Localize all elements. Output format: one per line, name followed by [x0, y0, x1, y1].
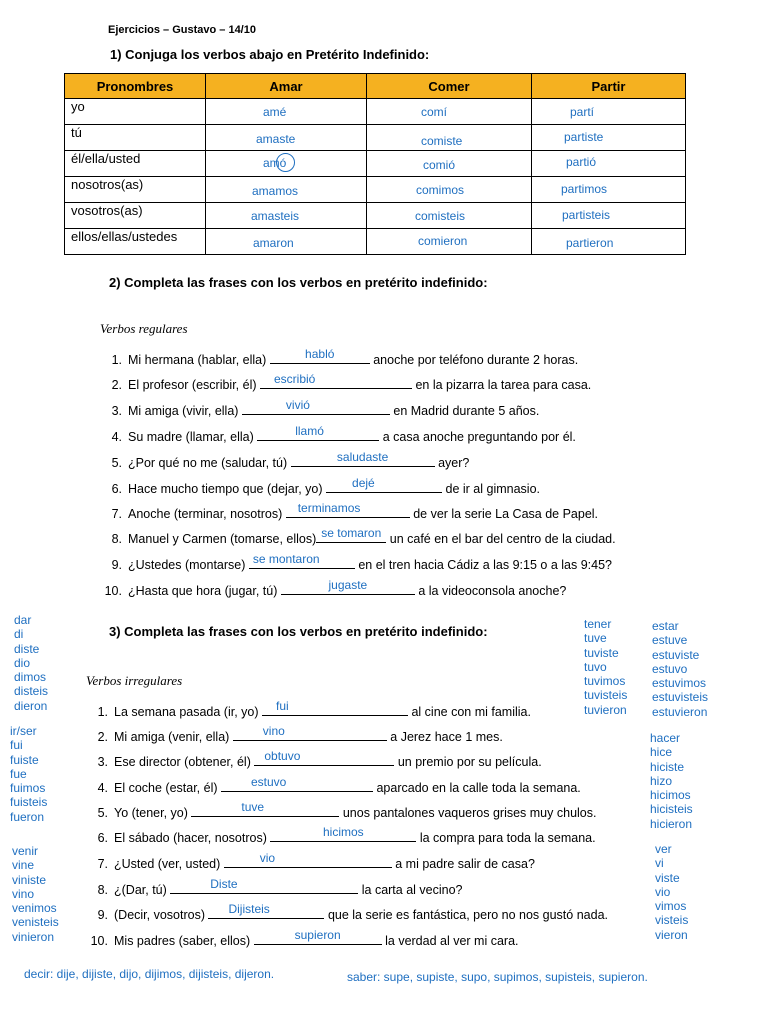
section3-title: 3) Completa las frases con los verbos en pretérito indefinido:: [109, 624, 488, 639]
pronoun-cell: nosotros(as): [65, 177, 206, 203]
pronoun-cell: tú: [65, 125, 206, 151]
sentence: 9. ¿Ustedes (montarse) se montaron en el tren hacia Cádiz a las 9:15 o a las 9:45?: [111, 552, 612, 572]
answer-blank[interactable]: llamó: [257, 427, 379, 441]
answer-cell: comiste: [421, 134, 463, 148]
note-venir: venir vine viniste vino venimos venisteis vinieron: [12, 844, 59, 944]
answer-cell: partieron: [566, 236, 614, 250]
answer-blank[interactable]: estuvo: [221, 778, 373, 792]
note-ver: ver vi viste vio vimos visteis vieron: [655, 842, 689, 942]
sentence: 7. ¿Usted (ver, usted) vio a mi padre salir de casa?: [97, 851, 535, 871]
table-row: [65, 177, 686, 203]
answer-cell: comió: [423, 158, 456, 172]
sentence: 5. ¿Por qué no me (saludar, tú) saludaste ayer?: [111, 450, 470, 470]
sentence: 7. Anoche (terminar, nosotros) terminamos de ver la serie La Casa de Papel.: [111, 501, 599, 521]
answer-blank[interactable]: vivió: [242, 401, 390, 415]
table-row: [65, 229, 686, 255]
answer-cell: amé: [263, 105, 287, 119]
sentence: 1. Mi hermana (hablar, ella) habló anoche por teléfono durante 2 horas.: [111, 347, 579, 367]
sentence: 5. Yo (tener, yo) tuve unos pantalones vaqueros grises muy chulos.: [97, 800, 597, 820]
section3-subtitle: Verbos irregulares: [86, 673, 183, 688]
pronoun-cell: vosotros(as): [65, 203, 206, 229]
answer-cell: amaste: [256, 132, 296, 146]
note-hacer: hacer hice hiciste hizo hicimos hicisteis hicieron: [650, 731, 693, 831]
pronoun-cell: ellos/ellas/ustedes: [65, 229, 206, 255]
sentence: 2. El profesor (escribir, él) escribió en la pizarra la tarea para casa.: [111, 372, 592, 392]
sentence: 8. Manuel y Carmen (tomarse, ellos) se tomaron un café en el bar del centro de la ciudad.: [111, 526, 616, 546]
note-ir-ser: ir/ser fui fuiste fue fuimos fuisteis fueron: [10, 724, 48, 824]
section1-title: 1) Conjuga los verbos abajo en Pretérito Indefinido:: [110, 47, 430, 62]
section2-subtitle: Verbos regulares: [100, 321, 188, 336]
note-decir: decir: dije, dijiste, dijo, dijimos, dijisteis, dijeron.: [24, 967, 275, 981]
answer-blank[interactable]: habló: [270, 350, 370, 364]
answer-blank[interactable]: vio: [224, 854, 392, 868]
answer-cell: partí: [570, 105, 595, 119]
answer-blank[interactable]: dejé: [326, 479, 442, 493]
note-dar: dar di diste dio dimos disteis dieron: [14, 613, 49, 713]
answer-blank[interactable]: se montaron: [249, 555, 355, 569]
answer-cell: partisteis: [562, 208, 611, 222]
note-tener: tener tuve tuviste tuvo tuvimos tuvisteis tuvieron: [584, 617, 628, 717]
sentence: 9. (Decir, vosotros) Dijisteis que la serie es fantástica, pero no nos gustó nada.: [97, 902, 608, 922]
section2-title: 2) Completa las frases con los verbos en pretérito indefinido:: [109, 275, 488, 290]
answer-blank[interactable]: obtuvo: [254, 752, 394, 766]
correction-circle: [276, 153, 295, 172]
answer-blank[interactable]: vino: [233, 727, 387, 741]
sentence: 4. Su madre (llamar, ella) llamó a casa anoche preguntando por él.: [111, 424, 576, 444]
answer-cell: amasteis: [251, 209, 300, 223]
answer-cell: comieron: [418, 234, 468, 248]
table-row: [65, 151, 686, 177]
answer-blank[interactable]: supieron: [254, 931, 382, 945]
sentence: 10. ¿Hasta que hora (jugar, tú) jugaste a la videoconsola anoche?: [104, 578, 567, 598]
sentence: 4. El coche (estar, él) estuvo aparcado en la calle toda la semana.: [97, 775, 581, 795]
worksheet-header: Ejercicios – Gustavo – 14/10: [108, 24, 256, 36]
answer-cell: partimos: [561, 182, 608, 196]
sentence: 6. El sábado (hacer, nosotros) hicimos la compra para toda la semana.: [97, 825, 596, 845]
column-header: Partir: [532, 74, 686, 99]
answer-cell: comimos: [416, 183, 465, 197]
answer-blank[interactable]: saludaste: [291, 453, 435, 467]
table-row: [65, 203, 686, 229]
sentence: 8. ¿(Dar, tú) Diste la carta al vecino?: [97, 877, 463, 897]
answer-blank[interactable]: se tomaron: [316, 529, 386, 543]
answer-blank[interactable]: hicimos: [270, 828, 416, 842]
column-header: Amar: [206, 74, 367, 99]
sentence: 6. Hace mucho tiempo que (dejar, yo) dejé de ir al gimnasio.: [111, 476, 540, 496]
sentence: 3. Mi amiga (vivir, ella) vivió en Madrid durante 5 años.: [111, 398, 540, 418]
conjugation-table: [64, 73, 686, 255]
answer-blank[interactable]: fui: [262, 702, 408, 716]
answer-cell: amaron: [253, 236, 294, 250]
pronoun-cell: él/ella/usted: [65, 151, 206, 177]
sentence: 2. Mi amiga (venir, ella) vino a Jerez hace 1 mes.: [97, 724, 503, 744]
answer-cell: comisteis: [415, 209, 466, 223]
answer-cell: amamos: [252, 184, 299, 198]
column-header: Comer: [367, 74, 532, 99]
note-estar: estar estuve estuviste estuvo estuvimos estuvisteis estuvieron: [652, 619, 709, 719]
sentence: 1. La semana pasada (ir, yo) fui al cine con mi familia.: [97, 699, 531, 719]
sentence: 3. Ese director (obtener, él) obtuvo un premio por su película.: [97, 749, 542, 769]
answer-blank[interactable]: Diste: [170, 880, 358, 894]
table-row: [65, 99, 686, 125]
table-header-row: [65, 74, 686, 99]
answer-blank[interactable]: terminamos: [286, 504, 410, 518]
answer-cell: amó: [263, 156, 287, 170]
answer-blank[interactable]: tuve: [191, 803, 339, 817]
answer-cell: partió: [566, 155, 597, 169]
note-saber: saber: supe, supiste, supo, supimos, supisteis, supieron.: [347, 970, 648, 984]
answer-cell: comí: [421, 105, 448, 119]
table-row: [65, 125, 686, 151]
answer-blank[interactable]: Dijisteis: [208, 905, 324, 919]
answer-blank[interactable]: escribió: [260, 375, 412, 389]
answer-cell: partiste: [564, 130, 604, 144]
pronoun-cell: yo: [65, 99, 206, 125]
sentence: 10. Mis padres (saber, ellos) supieron la verdad al ver mi cara.: [90, 928, 519, 948]
answer-blank[interactable]: jugaste: [281, 581, 415, 595]
column-header: Pronombres: [65, 74, 206, 99]
